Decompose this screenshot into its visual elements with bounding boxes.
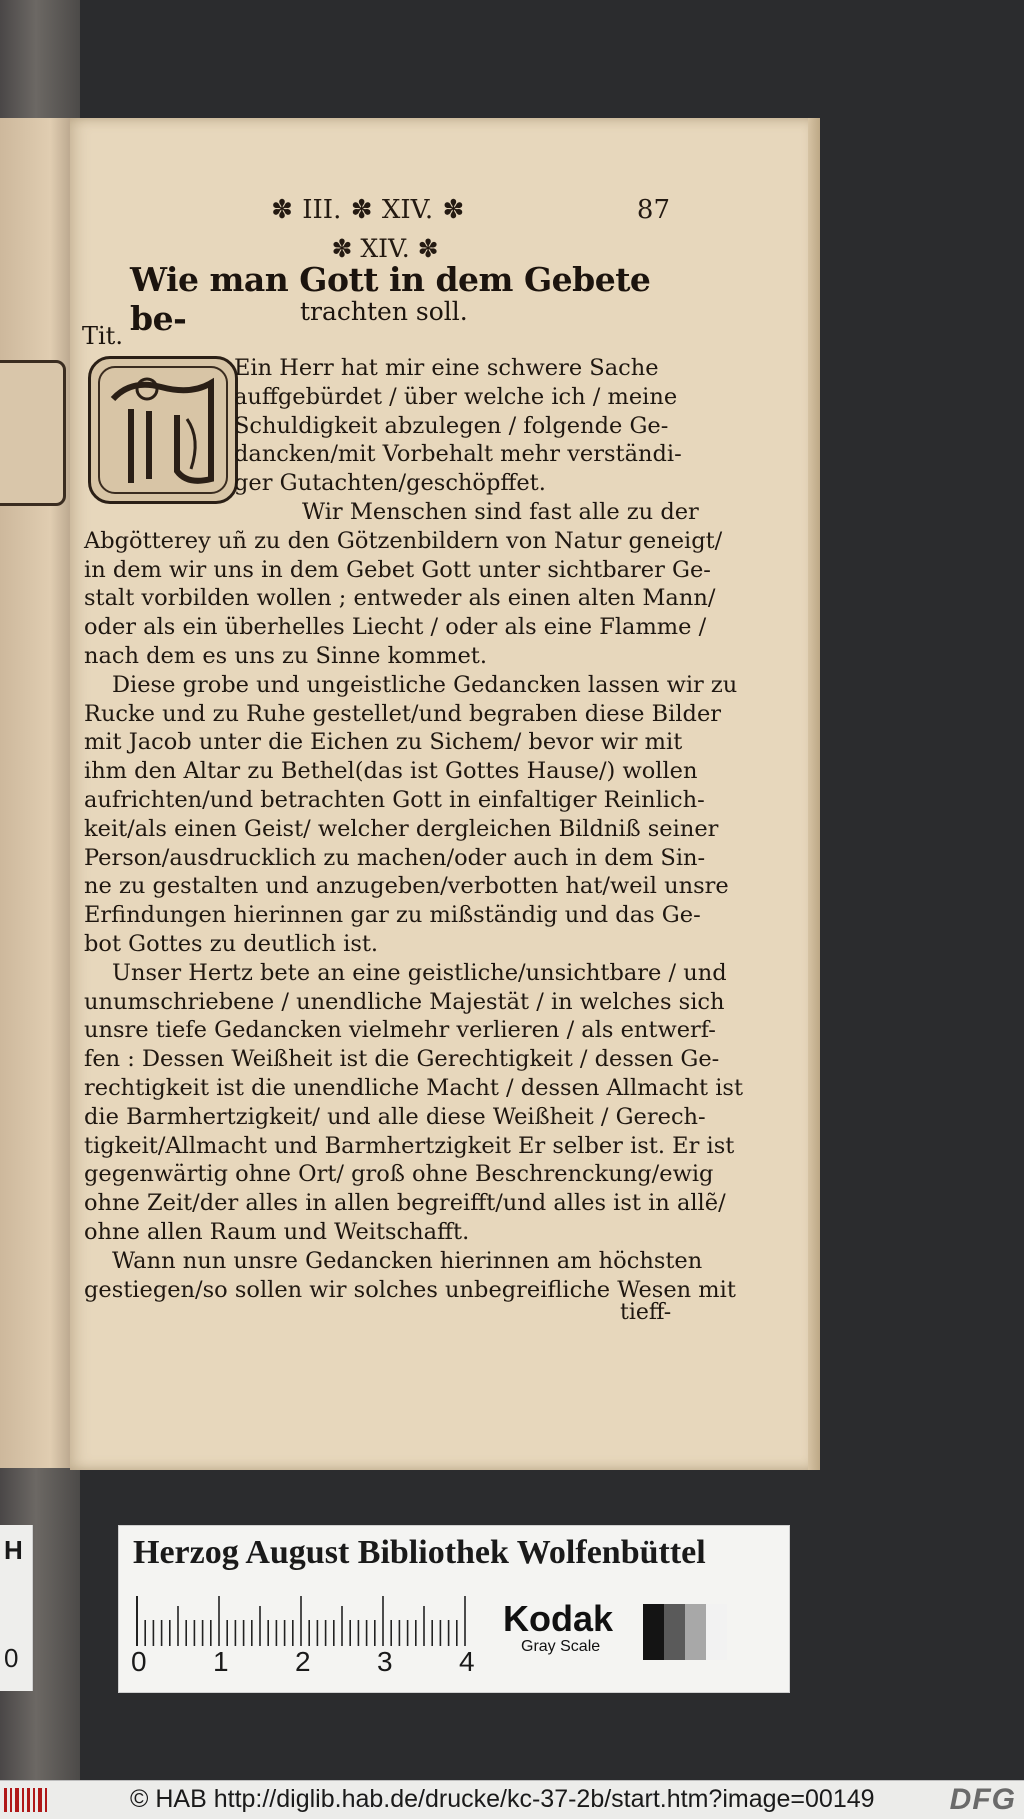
text-line: fen : Dessen Weißheit ist die Gerechtigkeit / dessen Ge-	[84, 1046, 720, 1073]
source-url-link[interactable]: © HAB http://diglib.hab.de/drucke/kc-37-2b/start.htm?image=00149	[130, 1785, 875, 1813]
text-line: ne zu gestalten und anzugeben/verbotten hat/weil unsre	[84, 873, 729, 900]
footer-bar	[0, 1780, 1024, 1819]
text-line: ihm den Altar zu Bethel(das ist Gottes Hause/) wollen	[84, 758, 698, 785]
text-line: unumschriebene / unendliche Majestät / in welches sich	[84, 988, 725, 1015]
text-line: keit/als einen Geist/ welcher dergleichen Bildniß seiner	[84, 815, 719, 842]
text-line: bot Gottes zu deutlich ist.	[84, 930, 379, 957]
marginal-catchword: Tit.	[82, 322, 123, 350]
chapter-heading-number: ✽ XIV. ✽	[331, 234, 439, 263]
ruler-scale	[137, 1596, 497, 1648]
kodak-logo: Kodak	[503, 1598, 614, 1639]
text-line: Wann nun unsre Gedancken hierinnen am höchsten	[112, 1247, 703, 1274]
text-line: Ein Herr hat mir eine schwere Sache	[234, 355, 659, 381]
dfg-logo: DFG	[949, 1783, 1016, 1816]
text-line: aufrichten/und betrachten Gott in einfaltiger Reinlich-	[84, 786, 705, 813]
previous-page-edge	[0, 118, 72, 1468]
ornament-icon: ✽	[331, 234, 353, 263]
text-line: in dem wir uns in dem Gebet Gott unter sichtbarer Ge-	[84, 556, 711, 583]
ruler-number: 1	[213, 1646, 229, 1677]
text-line: Erfindungen hierinnen gar zu mißständig und das Ge-	[84, 902, 701, 929]
chapter-title: Wie man Gott in dem Gebete be-	[130, 260, 651, 338]
ruler-number: 0	[131, 1646, 147, 1677]
page-edge	[808, 118, 820, 1470]
gray-scale-label: Gray Scale	[521, 1638, 601, 1655]
ruler-number: 4	[459, 1646, 475, 1677]
left-scale-card	[0, 1525, 33, 1691]
text-line: auffgebürdet / über welche ich / meine	[234, 383, 678, 410]
text-line: Schuldigkeit abzulegen / folgende Ge-	[234, 412, 669, 439]
ruler-number: 2	[295, 1646, 311, 1677]
text-line: rechtigkeit ist die unendliche Macht / dessen Allmacht ist	[84, 1074, 743, 1101]
left-card-letter: H	[4, 1535, 23, 1565]
gray-swatch	[706, 1604, 727, 1660]
text-line: mit Jacob unter die Eichen zu Sichem/ bevor wir mit	[84, 729, 683, 756]
running-head	[270, 195, 670, 235]
gray-swatch	[643, 1604, 664, 1660]
previous-page-initial	[0, 360, 66, 506]
text-line: Wir Menschen sind fast alle zu der	[302, 498, 699, 525]
text-line: gegenwärtig ohne Ort/ groß ohne Beschrenckung/ewig	[84, 1161, 714, 1188]
ruler-number: 3	[377, 1646, 393, 1677]
text-line: ohne allen Raum und Weitschafft.	[84, 1218, 470, 1245]
text-line: Abgötterey uñ zu den Götzenbildern von Natur geneigt/	[84, 527, 723, 554]
library-name: Herzog August Bibliothek Wolfenbüttel	[133, 1534, 706, 1571]
body-text	[84, 354, 743, 1304]
text-line: Rucke und zu Ruhe gestellet/und begraben diese Bilder	[84, 700, 722, 727]
text-line: Unser Hertz bete an eine geistliche/unsichtbare / und	[112, 959, 727, 986]
text-line: stalt vorbilden wollen ; entweder als einen alten Mann/	[84, 585, 716, 612]
text-line: nach dem es uns zu Sinne kommet.	[84, 642, 487, 669]
left-card-number: 0	[4, 1643, 19, 1673]
text-line: ger Gutachten/geschöpffet.	[234, 470, 546, 497]
chapter-title-cont: trachten soll.	[300, 297, 468, 326]
chapter-number: XIV.	[381, 195, 434, 225]
text-line: oder als ein überhelles Liecht / oder als eine Flamme /	[84, 614, 707, 641]
gray-swatch	[664, 1604, 685, 1660]
text-line: Person/ausdrucklich zu machen/oder auch in dem Sin-	[84, 844, 706, 871]
ornament-icon: ✽	[417, 234, 439, 263]
catchword: tieff-	[620, 1300, 672, 1325]
gray-swatch	[685, 1604, 706, 1660]
color-reference-card	[118, 1525, 790, 1693]
text-line: gestiegen/so sollen wir solches unbegreifliche Wesen mit	[84, 1276, 736, 1303]
page-number: 87	[636, 195, 670, 225]
text-line: unsre tiefe Gedancken vielmehr verlieren / als entwerf-	[84, 1017, 716, 1044]
text-line: die Barmhertzigkeit/ und alle diese Weißheit / Gerech-	[84, 1103, 706, 1130]
part-number: III.	[302, 195, 342, 225]
gray-swatches	[643, 1604, 727, 1660]
text-line: Diese grobe und ungeistliche Gedancken lassen wir zu	[112, 671, 738, 698]
ornament-icon: ✽	[350, 195, 373, 225]
text-line: ohne Zeit/der alles in allen begreifft/und alles ist in allẽ/	[84, 1190, 726, 1217]
text-line: tigkeit/Allmacht und Barmhertzigkeit Er selber ist. Er ist	[84, 1132, 735, 1159]
barcode-icon	[4, 1788, 48, 1812]
text-line: dancken/mit Vorbehalt mehr verständi-	[234, 441, 682, 468]
ornament-icon: ✽	[442, 195, 465, 225]
ornament-icon: ✽	[271, 195, 293, 225]
